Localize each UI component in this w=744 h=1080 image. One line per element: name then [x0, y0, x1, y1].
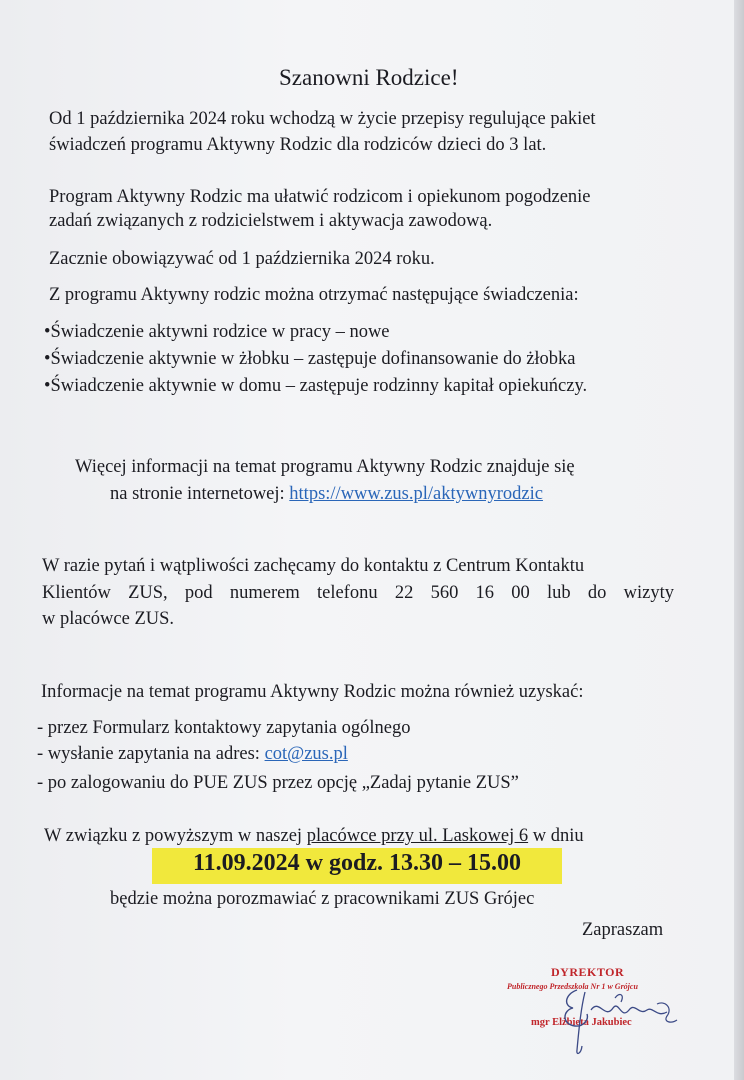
closing-text: Zapraszam	[582, 920, 664, 940]
contact-line-2: Klientów ZUS, pod numerem telefonu 22 560 16 00 lub do wizyty	[42, 583, 674, 603]
channel-form: - przez Formularz kontaktowy zapytania ogólnego	[37, 718, 411, 738]
stamp-title: DYREKTOR	[551, 965, 625, 979]
channel-email-prefix: - wysłanie zapytania na adres:	[37, 744, 265, 764]
stamp-institution: Publicznego Przedszkola Nr 1 w Grójcu	[507, 982, 638, 991]
benefit-item	[44, 377, 587, 396]
benefits-intro: Z programu Aktywny rodzic można otrzymać następujące świadczenia:	[49, 285, 579, 305]
contact-line-1: W razie pytań i wątpliwości zachęcamy do kontaktu z Centrum Kontaktu	[42, 556, 585, 576]
benefit-text: Świadczenie aktywnie w żłobku – zastępuje dofinansowanie do żłobka	[50, 349, 576, 369]
bullet: •	[44, 322, 51, 342]
meeting-line	[44, 827, 584, 846]
more-info-line-1: Więcej informacji na temat programu Aktywny Rodzic znajduje się	[75, 457, 575, 477]
bullet: •	[44, 376, 51, 396]
purpose-line-1: Program Aktywny Rodzic ma ułatwić rodzicom i opiekunom pogodzenie	[49, 187, 591, 207]
contact-line-3: w placówce ZUS.	[42, 609, 175, 629]
more-info-prefix: na stronie internetowej:	[110, 484, 290, 504]
intro-line-1: Od 1 października 2024 roku wchodzą w życie przepisy regulujące pakiet	[49, 109, 596, 129]
email-link[interactable]: cot@zus.pl	[264, 744, 348, 764]
meeting-prefix: W związku z powyższym w naszej	[44, 826, 307, 846]
stamp-name: mgr Elżbieta Jakubiec	[531, 1017, 632, 1028]
bullet: •	[44, 349, 51, 369]
meeting-datetime: 11.09.2024 w godz. 13.30 – 15.00	[192, 850, 521, 876]
more-info-line-2	[110, 485, 543, 504]
benefit-item	[44, 323, 390, 342]
intro-line-2: świadczeń programu Aktywny Rodzic dla rodziców dzieci do 3 lat.	[49, 135, 547, 155]
signature-image	[555, 980, 685, 1060]
channels-intro: Informacje na temat programu Aktywny Rodzic można również uzyskać:	[41, 682, 584, 702]
channel-pue: - po zalogowaniu do PUE ZUS przez opcję „Zadaj pytanie ZUS”	[37, 773, 519, 793]
paper-edge	[734, 0, 744, 1080]
meeting-place: placówce przy ul. Laskowej 6	[306, 826, 529, 846]
purpose-line-2: zadań związanych z rodzicielstwem i aktywacja zawodową.	[49, 211, 493, 231]
benefit-item	[44, 350, 576, 369]
start-date-text: Zacznie obowiązywać od 1 października 2024 roku.	[49, 249, 435, 269]
benefit-text: Świadczenie aktywnie w domu – zastępuje rodzinny kapitał opiekuńczy.	[50, 376, 588, 396]
meeting-suffix: w dniu	[528, 826, 584, 846]
letter-title: Szanowni Rodzice!	[279, 65, 459, 90]
meeting-after: będzie można porozmawiać z pracownikami ZUS Grójec	[110, 889, 535, 909]
zus-aktywny-rodzic-link[interactable]: https://www.zus.pl/aktywnyrodzic	[289, 484, 543, 504]
benefit-text: Świadczenie aktywni rodzice w pracy – nowe	[50, 322, 390, 342]
channel-email	[37, 745, 348, 764]
